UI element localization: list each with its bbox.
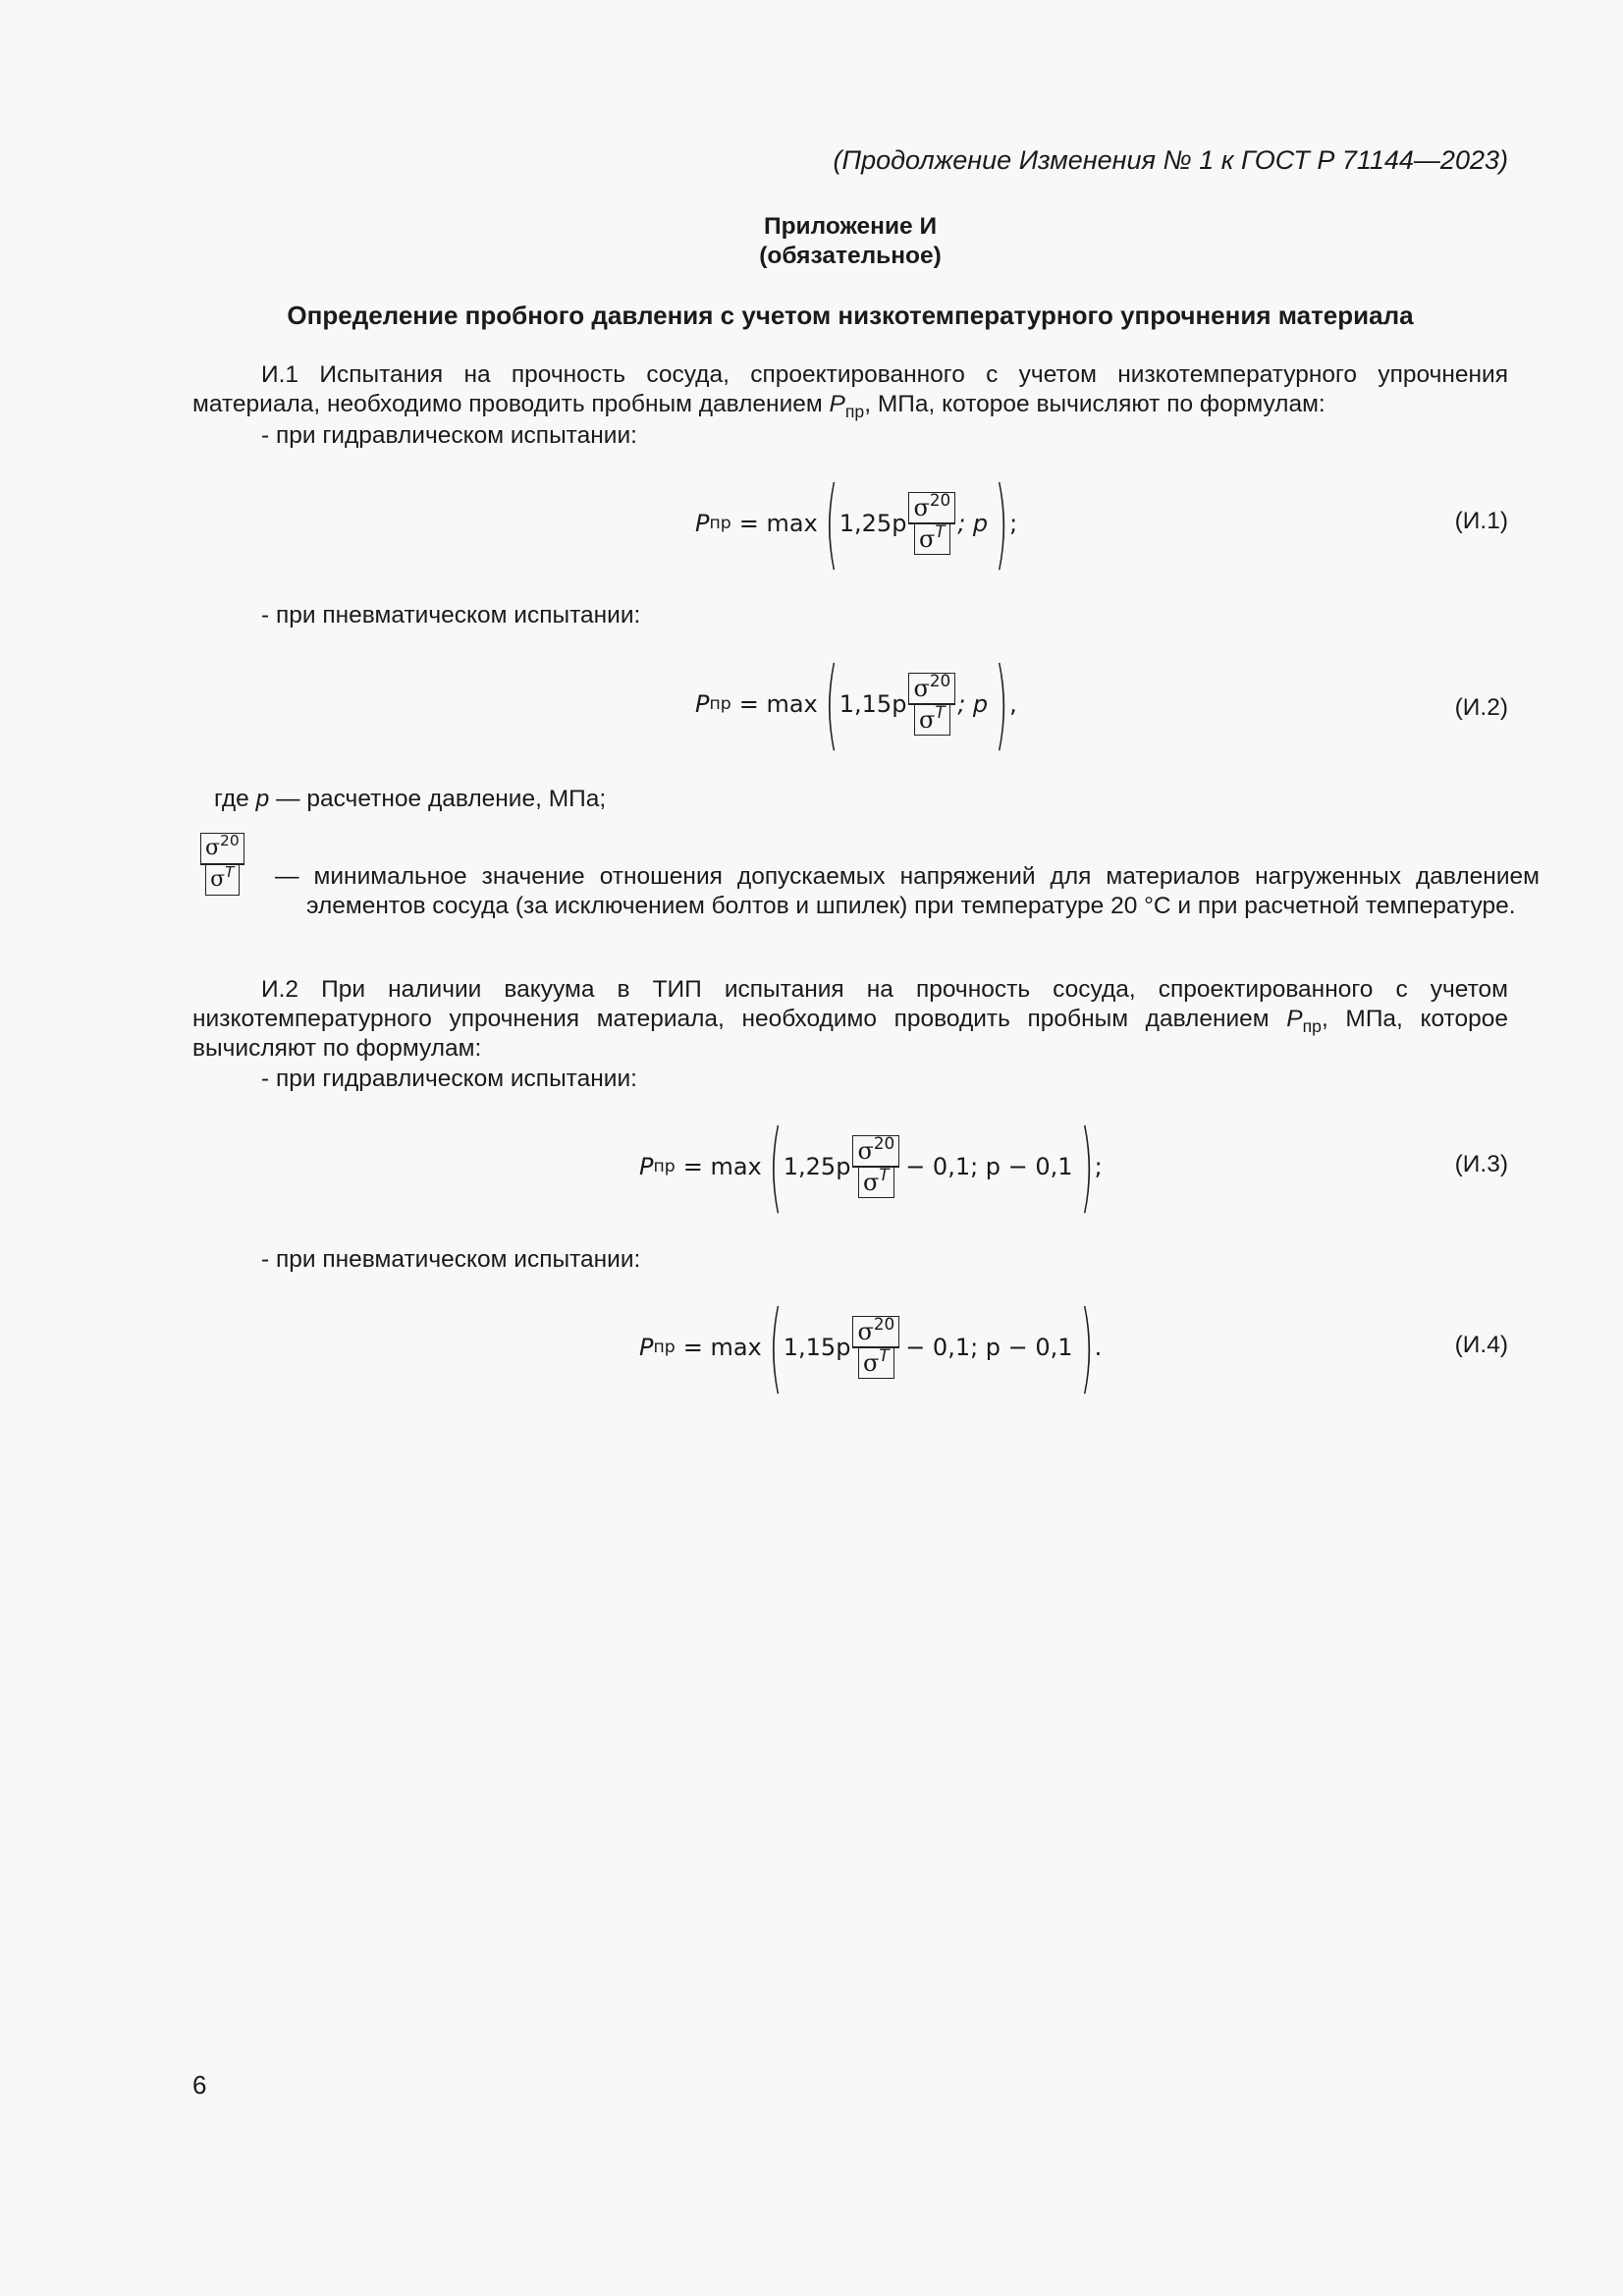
formula-number-3: (И.3)	[1454, 1151, 1508, 1177]
formula-2: P пр = max ( 1,15p $\frac{\sigma^{20}}{\sigma^T}$ ; p ) , (И.2)	[695, 646, 1508, 761]
section-title: Определение пробного давления с учетом низкотемпературного упрочнения материала	[287, 301, 1414, 330]
formula-number-1: (И.1)	[1454, 508, 1508, 534]
document-header: (Продолжение Изменения № 1 к ГОСТ Р 71144—2023)	[833, 145, 1508, 175]
paragraph-2: И.2 При наличии вакуума в ТИП испытания на прочность сосуда, спроектированного с учетом низкотемпературного упрочнения материала, необходимо проводить пробным давлением $P_{пр}$, МПа, которое вычисляют по формулам:	[192, 976, 1509, 1062]
formula-3: P пр = max ( 1,25p $\frac{\sigma^{20}}{\sigma^T}$ − 0,1; p − 0,1 ) ; (И.3)	[639, 1109, 1508, 1224]
paragraph-1: И.1 Испытания на прочность сосуда, спроектированного с учетом низкотемпературного упрочнения материала, необходимо проводить пробным давлением $P_{пр}$, МПа, которое вычисляют по формулам:	[192, 361, 1508, 422]
formula-number-2: (И.2)	[1454, 694, 1508, 721]
formula-1: P пр = max ( 1,25p $\frac{\sigma^{20}}{\sigma^T}$ ; p ) ; (И.1)	[695, 465, 1508, 580]
formula-number-4: (И.4)	[1454, 1332, 1508, 1358]
formula-4: P пр = max ( 1,15p $\frac{\sigma^{20}}{\sigma^T}$ − 0,1; p − 0,1 ) . (И.4)	[639, 1289, 1508, 1404]
hydraulic-label-1: - при гидравлическом испытании:	[261, 422, 637, 449]
pneumatic-label-2: - при пневматическом испытании:	[261, 1246, 641, 1273]
appendix-status: (обязательное)	[759, 243, 942, 269]
pneumatic-label-1: - при пневматическом испытании:	[261, 602, 641, 629]
page-number: 6	[192, 2070, 207, 2100]
where-p: где p — расчетное давление, МПа;	[214, 786, 607, 812]
appendix-title: Приложение И	[763, 213, 938, 240]
hydraulic-label-2: - при гидравлическом испытании:	[261, 1066, 637, 1092]
